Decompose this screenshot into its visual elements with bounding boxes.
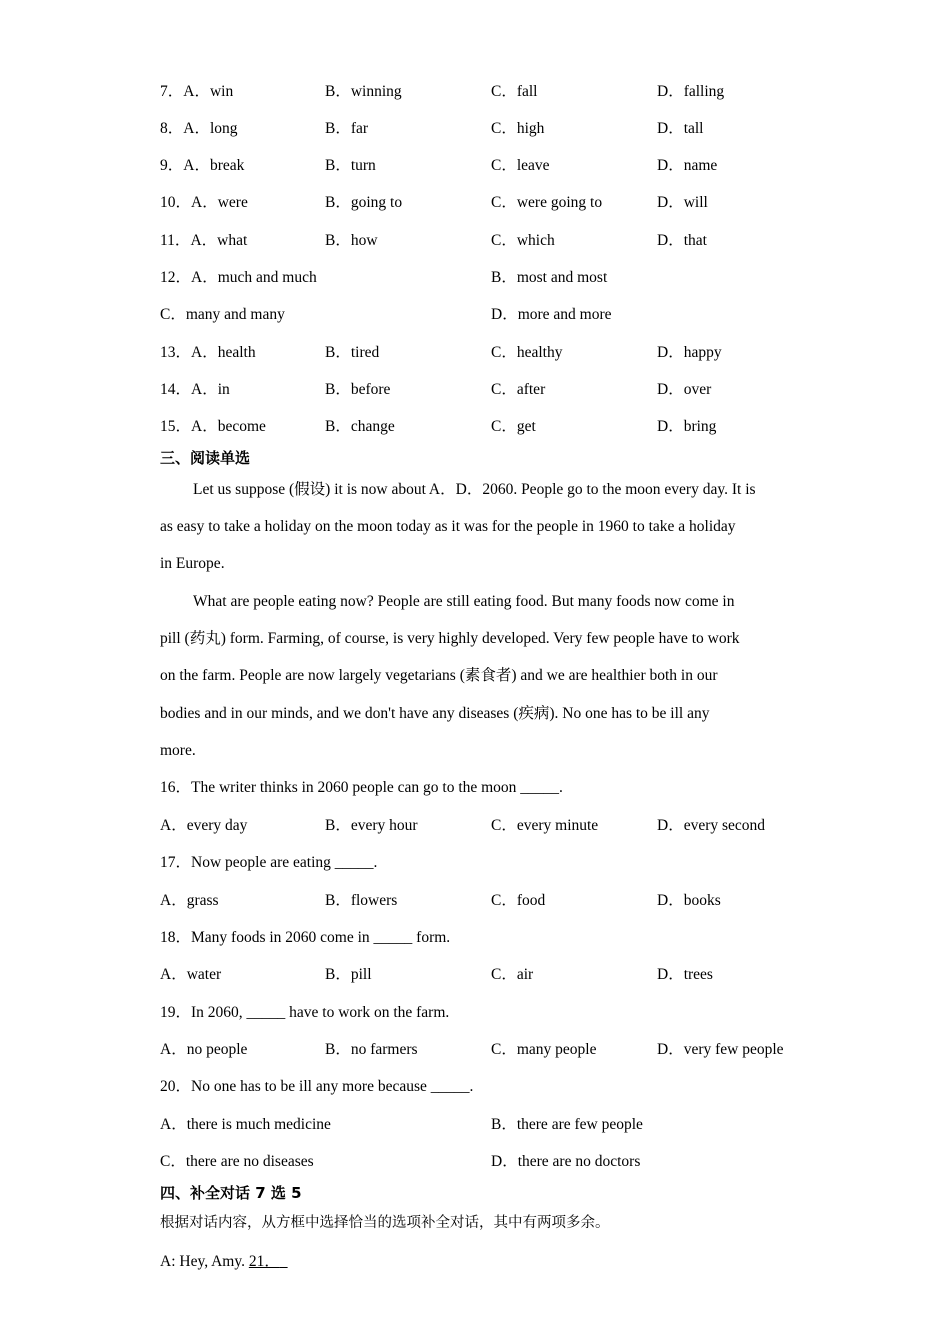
- option-d: D．tall: [657, 120, 704, 137]
- option-c: C．after: [491, 381, 546, 398]
- option-a: A．every day: [160, 817, 248, 834]
- option-b: B．tired: [325, 344, 380, 361]
- dialog-line: A: Hey, Amy. 21．: [160, 1253, 280, 1270]
- option-a: A．grass: [160, 892, 219, 909]
- section-heading-dialog: 四、补全对话 7 选 5: [160, 1184, 302, 1202]
- option-a: 8．A．long: [160, 120, 238, 137]
- option-c: C．healthy: [491, 344, 563, 361]
- passage-line: as easy to take a holiday on the moon today as it was for the people in 1960 to take a holiday: [160, 518, 736, 535]
- option-d: D．over: [657, 381, 712, 398]
- option-a: 13．A．health: [160, 344, 256, 361]
- passage-line: on the farm. People are now largely vegetarians (素食者) and we are healthier both in our: [160, 667, 718, 684]
- option-a: 15．A．become: [160, 418, 266, 435]
- passage-line: What are people eating now? People are still eating food. But many foods now come in: [193, 593, 735, 610]
- option-c: C．get: [491, 418, 536, 435]
- option-b: B．winning: [325, 83, 402, 100]
- option-d: D．that: [657, 232, 707, 249]
- option-d: D．name: [657, 157, 718, 174]
- option-c: C．many and many: [160, 306, 285, 323]
- section-heading-reading: 三、阅读单选: [160, 449, 251, 467]
- option-b: B．far: [325, 120, 369, 137]
- option-c: C．air: [491, 966, 534, 983]
- option-c: C．which: [491, 232, 555, 249]
- option-b: B．before: [325, 381, 391, 398]
- option-d: D．there are no doctors: [491, 1153, 641, 1170]
- option-a: A．there is much medicine: [160, 1116, 331, 1133]
- passage-line: in Europe.: [160, 555, 225, 572]
- option-a: A．water: [160, 966, 222, 983]
- option-c: C．were going to: [491, 194, 603, 211]
- option-c: C．leave: [491, 157, 550, 174]
- option-a: 9．A．break: [160, 157, 245, 174]
- passage-line: Let us suppose (假设) it is now about A．D．2060. People go to the moon every day. It is: [193, 481, 756, 498]
- option-c: C．fall: [491, 83, 538, 100]
- question-stem: 18．Many foods in 2060 come in _____ form.: [160, 929, 451, 946]
- option-d: D．falling: [657, 83, 725, 100]
- option-c: C．every minute: [491, 817, 599, 834]
- passage-line: pill (药丸) form. Farming, of course, is very highly developed. Very few people have to work: [160, 630, 740, 647]
- passage-line: bodies and in our minds, and we don't have any diseases (疾病). No one has to be ill any: [160, 705, 710, 722]
- option-d: D．very few people: [657, 1041, 784, 1058]
- option-a: 14．A．in: [160, 381, 230, 398]
- option-b: B．there are few people: [491, 1116, 643, 1133]
- option-b: B．pill: [325, 966, 372, 983]
- option-a: 12．A．much and much: [160, 269, 317, 286]
- option-b: B．flowers: [325, 892, 398, 909]
- option-b: B．turn: [325, 157, 376, 174]
- option-c: C．many people: [491, 1041, 597, 1058]
- option-b: B．change: [325, 418, 395, 435]
- option-a: 11．A．what: [160, 232, 248, 249]
- option-d: D．every second: [657, 817, 766, 834]
- option-c: C．there are no diseases: [160, 1153, 314, 1170]
- option-d: D．books: [657, 892, 721, 909]
- option-b: B．most and most: [491, 269, 608, 286]
- option-d: D．bring: [657, 418, 717, 435]
- section-instruction: 根据对话内容，从方框中选择恰当的选项补全对话，其中有两项多余。: [160, 1215, 610, 1231]
- option-d: D．happy: [657, 344, 722, 361]
- option-c: C．food: [491, 892, 546, 909]
- question-stem: 16．The writer thinks in 2060 people can go to the moon _____.: [160, 779, 563, 796]
- option-b: B．going to: [325, 194, 403, 211]
- option-b: B．every hour: [325, 817, 418, 834]
- option-b: B．no farmers: [325, 1041, 418, 1058]
- option-d: D．will: [657, 194, 708, 211]
- option-a: 7．A．win: [160, 83, 234, 100]
- question-stem: 20．No one has to be ill any more because _____.: [160, 1078, 474, 1095]
- question-stem: 17．Now people are eating _____.: [160, 854, 378, 871]
- option-a: A．no people: [160, 1041, 248, 1058]
- answer-blank: 21．: [248, 1253, 280, 1270]
- option-d: D．more and more: [491, 306, 612, 323]
- option-d: D．trees: [657, 966, 713, 983]
- passage-line: more.: [160, 742, 196, 759]
- option-a: 10．A．were: [160, 194, 248, 211]
- question-stem: 19．In 2060, _____ have to work on the farm.: [160, 1004, 450, 1021]
- option-b: B．how: [325, 232, 378, 249]
- option-c: C．high: [491, 120, 545, 137]
